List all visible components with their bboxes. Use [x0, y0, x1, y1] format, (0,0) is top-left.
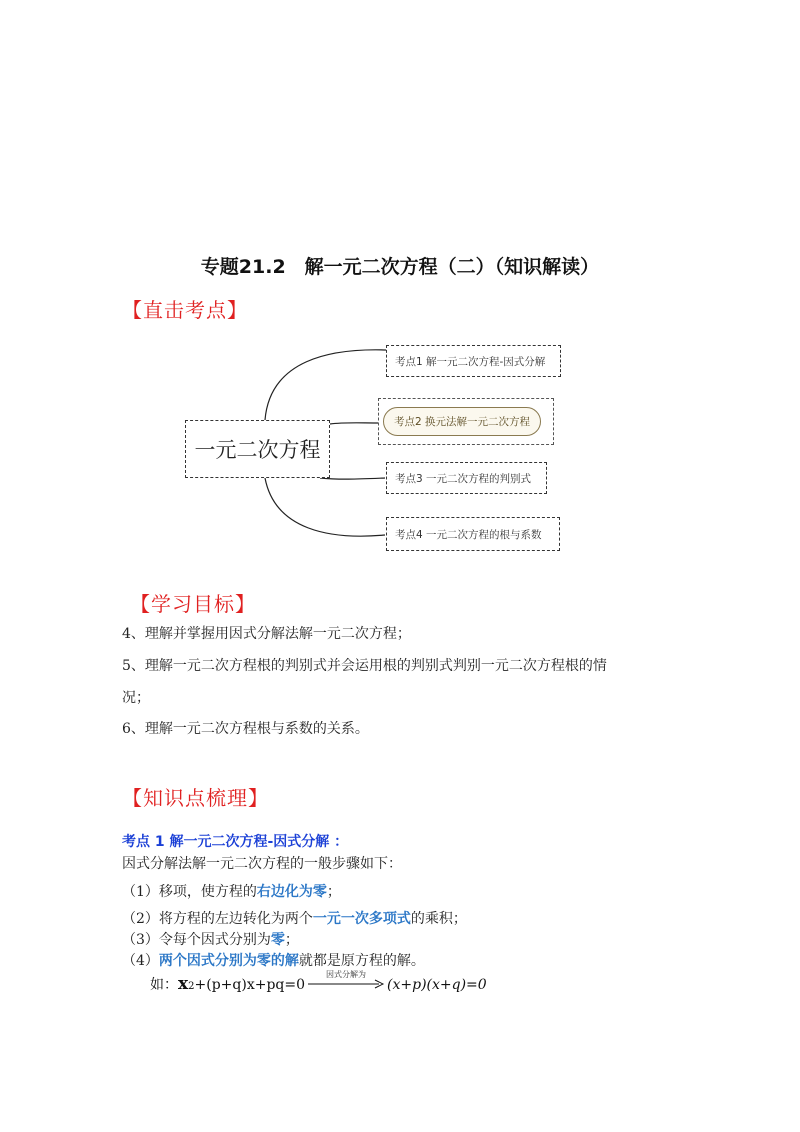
- connector-1: [265, 350, 387, 420]
- connector-4: [265, 478, 385, 536]
- goal-line-6: 6、理解一元二次方程根与系数的关系。: [122, 721, 369, 737]
- formula-x: x: [178, 974, 189, 994]
- mindmap-node-3: [386, 462, 547, 494]
- section-heading-goals: 【学习目标】: [130, 592, 256, 616]
- formula-exponent: 2: [188, 981, 195, 992]
- formula-lhs: +(p+q)x+pq=0: [194, 977, 306, 993]
- arrow-icon: [307, 977, 385, 991]
- goal-line-5: 5、理解一元二次方程根的判别式并会运用根的判别式判别一元二次方程根的情: [122, 658, 607, 674]
- kp1-step-2-highlight: 一元一次多项式: [312, 911, 411, 927]
- kp1-step-4-highlight: 两个因式分别为零的解: [158, 953, 299, 969]
- mindmap-node-4-label: 考点4 一元二次方程的根与系数: [395, 528, 542, 541]
- kp1-step-3: （3）令每个因式分别为零；: [122, 932, 299, 948]
- mindmap-node-1-label: 考点1 解一元二次方程-因式分解: [395, 355, 546, 368]
- kp1-step-1-highlight: 右边化为零: [256, 884, 327, 900]
- goal-line-5-cont: 况；: [122, 690, 150, 706]
- formula-prefix: 如：: [150, 977, 178, 993]
- formula-rhs: (x+p)(x+q)=0: [387, 977, 487, 993]
- section-heading-direct: 【直击考点】: [122, 298, 248, 322]
- formula-arrow-label: 因式分解为: [326, 970, 367, 979]
- mindmap-center-topic: 一元二次方程: [185, 420, 330, 478]
- kp1-step-3-highlight: 零: [270, 932, 285, 948]
- mindmap-node-3-label: 考点3 一元二次方程的判别式: [395, 472, 532, 485]
- kp1-example-formula: [150, 970, 487, 994]
- page-title: 专题21.2 解一元二次方程（二）（知识解读）: [200, 256, 600, 278]
- mindmap-node-2: [378, 398, 554, 445]
- connector-2: [330, 423, 380, 424]
- kp1-step-4: （4）两个因式分别为零的解就都是原方程的解。: [122, 953, 425, 969]
- kp1-step-2: （2）将方程的左边转化为两个一元一次多项式的乘积；: [122, 911, 467, 927]
- section-heading-knowledge: 【知识点梳理】: [122, 786, 269, 810]
- kp1-intro: 因式分解法解一元二次方程的一般步骤如下：: [122, 856, 402, 872]
- formula-arrow: [307, 970, 385, 989]
- mindmap-node-2-label: 考点2 换元法解一元二次方程: [383, 407, 541, 436]
- kp1-heading: 考点 1 解一元二次方程-因式分解 ：: [122, 834, 349, 850]
- mindmap-node-1: [386, 345, 561, 377]
- kp1-step-1: （1）移项，使方程的右边化为零；: [122, 884, 341, 900]
- goal-line-4: 4、理解并掌握用因式分解法解一元二次方程；: [122, 626, 411, 642]
- mindmap-node-4: [386, 517, 560, 551]
- connector-3: [320, 478, 385, 479]
